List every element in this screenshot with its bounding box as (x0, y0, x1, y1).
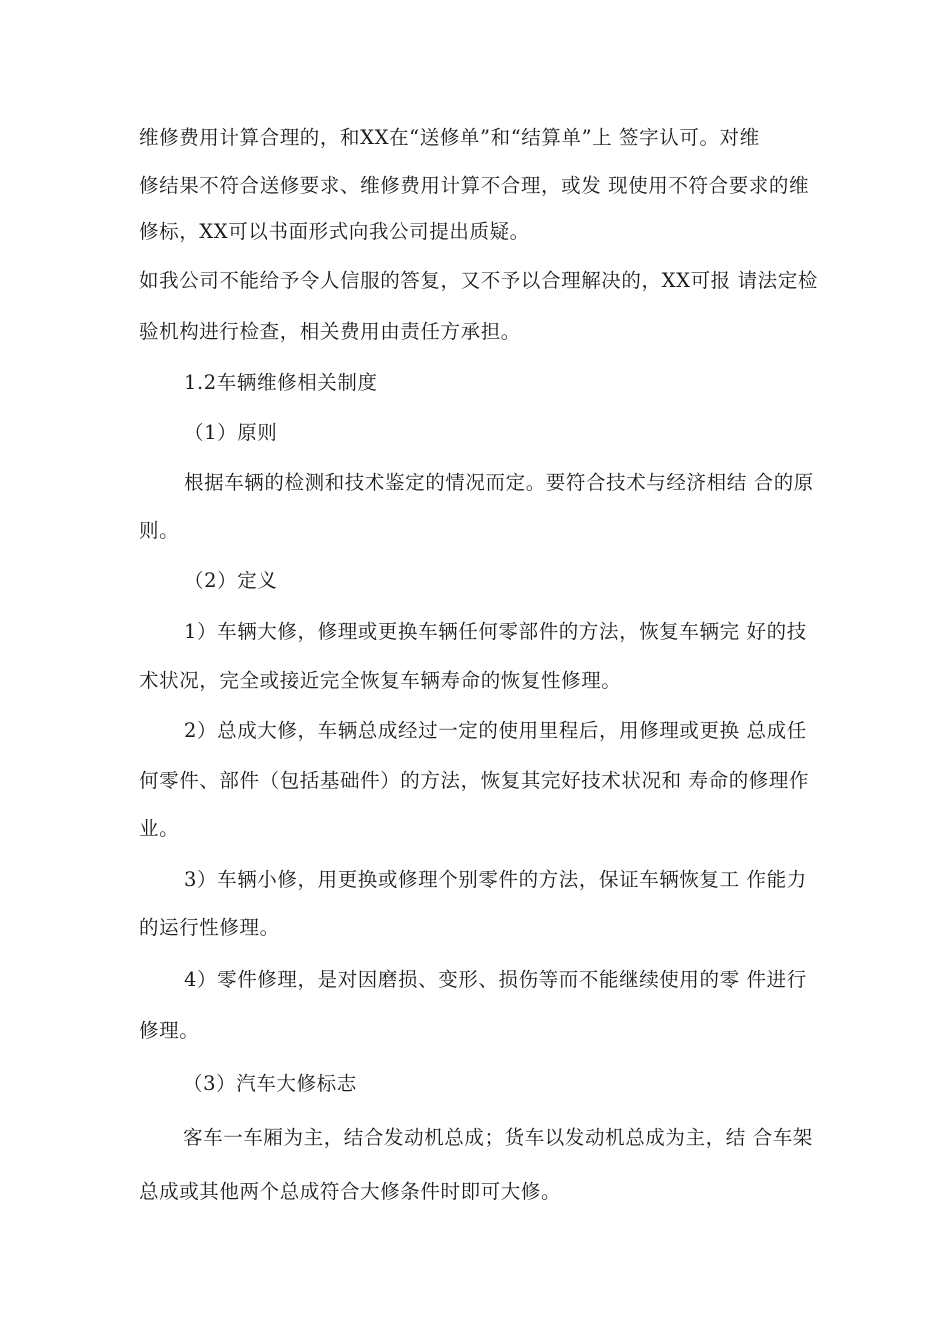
paragraph-line: 根据车辆的检测和技术鉴定的情况而定。要符合技术与经济相结 合的原 (184, 471, 814, 494)
subsection-heading: （1）原则 (184, 421, 278, 444)
list-item-line: 4）零件修理，是对因磨损、变形、损伤等而不能继续使用的零 件进行 (184, 968, 807, 991)
subsection-heading: （3）汽车大修标志 (183, 1072, 357, 1095)
list-item-line: 1）车辆大修，修理或更换车辆任何零部件的方法，恢复车辆完 好的技 (184, 620, 807, 643)
paragraph-line: 的运行性修理。 (139, 916, 280, 939)
paragraph-line: 术状况，完全或接近完全恢复车辆寿命的恢复性修理。 (139, 669, 622, 692)
paragraph-line: 客车一车厢为主，结合发动机总成；货车以发动机总成为主，结 合车架 (183, 1126, 813, 1149)
paragraph-line: 业。 (139, 817, 180, 840)
paragraph-line: 如我公司不能给予令人信服的答复，又不予以合理解决的，XX可报 请法定检 (139, 269, 818, 292)
list-item-line: 3）车辆小修，用更换或修理个别零件的方法，保证车辆恢复工 作能力 (184, 868, 807, 891)
paragraph-line: 验机构进行检查，相关费用由责任方承担。 (139, 320, 521, 343)
section-heading: 1.2车辆维修相关制度 (184, 371, 378, 394)
list-item-line: 2）总成大修，车辆总成经过一定的使用里程后，用修理或更换 总成任 (184, 719, 807, 742)
paragraph-line: 修标，XX可以书面形式向我公司提出质疑。 (139, 220, 530, 243)
paragraph-line: 则。 (139, 519, 180, 542)
paragraph-line: 何零件、部件（包括基础件）的方法，恢复其完好技术状况和 寿命的修理作 (139, 769, 810, 792)
paragraph-line: 修结果不符合送修要求、维修费用计算不合理，或发 现使用不符合要求的维 (139, 174, 810, 197)
paragraph-line: 修理。 (139, 1019, 200, 1042)
paragraph-line: 总成或其他两个总成符合大修条件时即可大修。 (139, 1180, 562, 1203)
paragraph-line: 维修费用计算合理的，和XX在“送修单”和“结算单”上 签字认可。对维 (139, 126, 760, 149)
subsection-heading: （2）定义 (184, 569, 278, 592)
